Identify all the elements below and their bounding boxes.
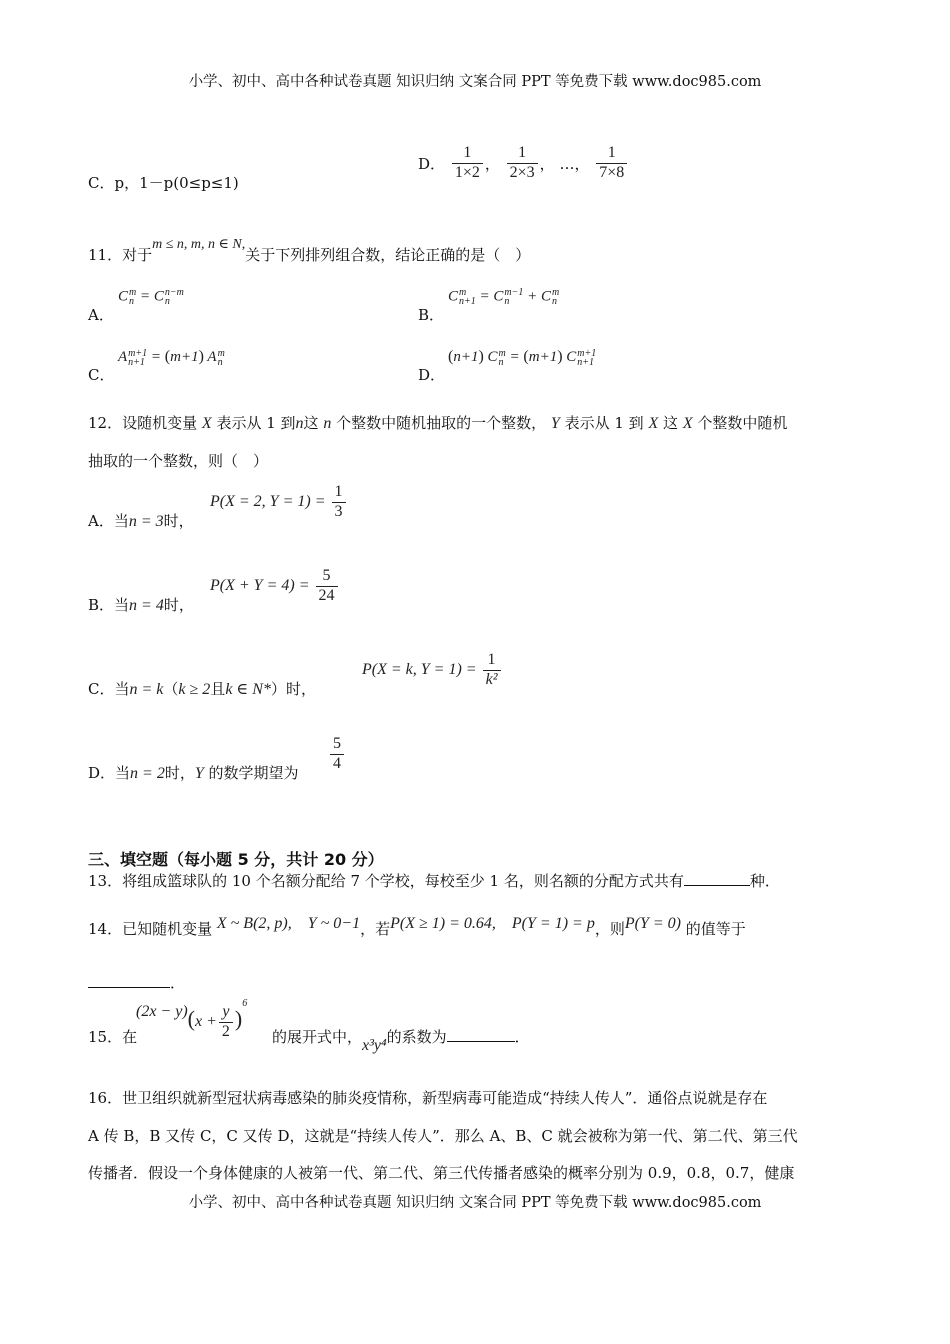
var-x-3: X bbox=[682, 415, 693, 432]
q12-c-and: 且 bbox=[210, 680, 226, 698]
q11-option-d-formula: (n+1) C m n = (m+1) C m+1 n+1 bbox=[448, 347, 597, 368]
q12-b-pre: B．当 bbox=[88, 596, 130, 614]
q12-a-expr: P(X = 2, Y = 1) = bbox=[210, 492, 326, 510]
page-footer: 小学、初中、高中各种试卷真题 知识归纳 文案合同 PPT 等免费下载 www.doc985.com bbox=[188, 1195, 762, 1211]
q12-a-cond: n = 3 bbox=[128, 513, 164, 530]
q12-c-k: k ≥ 2 bbox=[178, 681, 211, 698]
q12-a-pre: A．当 bbox=[88, 512, 129, 530]
q15-expression bbox=[136, 997, 248, 1041]
q12-option-c bbox=[88, 678, 316, 699]
q14-ask: P(Y = 0) bbox=[624, 915, 681, 932]
q12-d-num: 5 bbox=[333, 735, 341, 752]
q12-text-d: 个整数中随机抽取的一个整数， bbox=[336, 414, 547, 432]
q14 bbox=[88, 916, 746, 939]
q12-d-post: 时， bbox=[164, 764, 195, 782]
q12-c-pre: C．当 bbox=[88, 680, 130, 698]
var-n-2: n bbox=[323, 415, 332, 432]
q10-ellipsis: …， bbox=[559, 154, 590, 173]
q14-end: ． bbox=[170, 974, 186, 992]
q12-c-paren-a: （ bbox=[163, 680, 179, 698]
q15-end: ． bbox=[514, 1028, 530, 1046]
q11-stem-math: m ≤ n, m, n ∈ N, bbox=[152, 237, 246, 252]
q12-b-post: 时， bbox=[163, 596, 194, 614]
q11-option-a-formula: C m n = C n−m n bbox=[118, 287, 184, 307]
q15-term: x³y⁴ bbox=[362, 1037, 387, 1054]
q14-text-d: 的值等于 bbox=[685, 920, 746, 938]
q14-answer-line bbox=[88, 972, 185, 993]
q11-option-a-label: A． bbox=[88, 306, 114, 324]
q16-line-2: A 传 B，B 又传 C，C 又传 D，这就是“持续人传人”．那么 A、B、C 就会被称为第一代、第二代、第三代 bbox=[88, 1127, 798, 1145]
q12-d-pre: D．当 bbox=[88, 764, 131, 782]
q15-text-a: 15．在 bbox=[88, 1028, 138, 1046]
q12-text-b: 表示从 1 到 bbox=[216, 414, 296, 432]
q10-option-d-label: D． bbox=[418, 154, 446, 173]
q15-exponent: 6 bbox=[242, 997, 248, 1009]
q12-option-d-fraction bbox=[328, 736, 346, 773]
q10-sep-1: ， bbox=[484, 154, 500, 173]
var-x: X bbox=[201, 415, 212, 432]
q14-condition: P(X ≥ 1) = 0.64, P(Y = 1) = p bbox=[390, 915, 595, 932]
q10-fraction-2: $\frac{1}{2\times 3}$ bbox=[507, 145, 538, 182]
q12-c-paren-b: ）时， bbox=[270, 680, 316, 698]
q10-fraction-1: $\frac{1}{1\times 2}$ bbox=[452, 145, 483, 182]
q15-close-paren: ) bbox=[234, 1005, 243, 1031]
section-3-title: 三、填空题（每小题 5 分，共计 20 分） bbox=[88, 850, 384, 869]
var-y: Y bbox=[550, 415, 560, 432]
q12-text-a: 12．设随机变量 bbox=[88, 414, 198, 432]
q12-d-den: 4 bbox=[330, 754, 344, 773]
var-n: n bbox=[295, 415, 304, 432]
var-x-2: X bbox=[648, 415, 659, 432]
q12-option-a bbox=[88, 510, 194, 531]
q11-stem-a: 11．对于 bbox=[88, 246, 153, 264]
q12-c-cond: n = k bbox=[129, 681, 164, 698]
q14-distribution: X ~ B(2, p), Y ~ 0−1 bbox=[216, 915, 361, 932]
q13-text-b: 种． bbox=[749, 872, 780, 890]
q15-rest bbox=[272, 1026, 530, 1054]
q14-text-c: ，则 bbox=[594, 920, 625, 938]
q12-d-text: 的数学期望为 bbox=[208, 764, 299, 782]
q11-option-b-label: B． bbox=[418, 306, 445, 324]
q10-fraction-3: $\frac{1}{7\times 8}$ bbox=[596, 145, 627, 182]
q12-d-cond: n = 2 bbox=[130, 765, 165, 782]
q12-text-e: 表示从 1 到 bbox=[564, 414, 644, 432]
q15 bbox=[88, 1026, 137, 1047]
q11-option-d-label: D． bbox=[418, 366, 446, 384]
q13 bbox=[88, 870, 780, 891]
q12-line-2: 抽取的一个整数，则（ ） bbox=[88, 452, 269, 470]
q12-text-g: 个整数中随机 bbox=[697, 414, 788, 432]
q14-text-a: 14．已知随机变量 bbox=[88, 920, 213, 938]
q11-stem bbox=[88, 232, 531, 264]
page-header: 小学、初中、高中各种试卷真题 知识归纳 文案合同 PPT 等免费下载 www.doc985.com bbox=[188, 74, 762, 90]
q15-open-paren: ( bbox=[187, 1005, 195, 1031]
q12-c-fraction: $\frac{1}{\text{k²}}$ bbox=[483, 652, 501, 689]
q15-expr-2: x + bbox=[194, 1012, 217, 1030]
q13-text-a: 13．将组成篮球队的 10 个名额分配给 7 个学校，每校至少 1 名，则名额的分配方式共有 bbox=[88, 872, 684, 890]
q13-answer-blank[interactable] bbox=[684, 871, 750, 886]
q15-text-c: 的系数为 bbox=[386, 1028, 447, 1046]
q12-option-c-formula bbox=[362, 652, 503, 689]
q15-answer-blank[interactable] bbox=[447, 1027, 515, 1042]
q11-option-b-formula: C m n+1 = C m−1 n + C m n bbox=[448, 287, 560, 307]
q16-line-3: 传播者．假设一个身体健康的人被第一代、第二代、第三代传播者感染的概率分别为 0.9，0.8，0.7，健康 bbox=[88, 1164, 795, 1182]
q15-text-b: 的展开式中， bbox=[272, 1028, 363, 1046]
q12-option-d bbox=[88, 762, 299, 783]
q12-text-c: 这 bbox=[303, 414, 319, 432]
q10-sep-2: ， bbox=[539, 154, 555, 173]
q16-line-1: 16．世卫组织就新型冠状病毒感染的肺炎疫情称，新型病毒可能造成“持续人传人”．通俗点说就是存在 bbox=[88, 1089, 768, 1107]
q12-a-post: 时， bbox=[163, 512, 194, 530]
q14-text-b: ，若 bbox=[360, 920, 391, 938]
q12-b-expr: P(X + Y = 4) = bbox=[210, 576, 310, 594]
q11-stem-b: 关于下列排列组合数，结论正确的是（ ） bbox=[245, 246, 531, 264]
q15-fraction: $\frac{y}{2}$ bbox=[219, 1004, 233, 1041]
q11-option-c-formula: A m+1 n+1 = (m+1) A m n bbox=[118, 347, 225, 368]
q12-b-cond: n = 4 bbox=[129, 597, 164, 614]
q12-c-expr: P(X = k, Y = 1) = bbox=[362, 660, 477, 678]
q12-option-a-formula bbox=[210, 484, 348, 521]
q15-expr-1: (2x − y) bbox=[136, 1002, 188, 1020]
q10-option-d bbox=[418, 145, 629, 182]
q12-line-1 bbox=[88, 412, 787, 433]
q12-c-kin: k ∈ N* bbox=[225, 681, 271, 698]
q12-option-b-formula bbox=[210, 568, 340, 605]
q12-text-f: 这 bbox=[663, 414, 679, 432]
q14-answer-blank[interactable] bbox=[88, 973, 170, 988]
q12-d-y: Y bbox=[194, 765, 204, 782]
q10-option-c: C．p，1－p(0≤p≤1) bbox=[88, 174, 239, 192]
q11-option-c-label: C． bbox=[88, 366, 115, 384]
q12-option-b bbox=[88, 594, 194, 615]
q12-a-fraction: $\frac{1}{3}$ bbox=[332, 484, 346, 521]
q12-b-fraction: $\frac{5}{24}$ bbox=[316, 568, 338, 605]
